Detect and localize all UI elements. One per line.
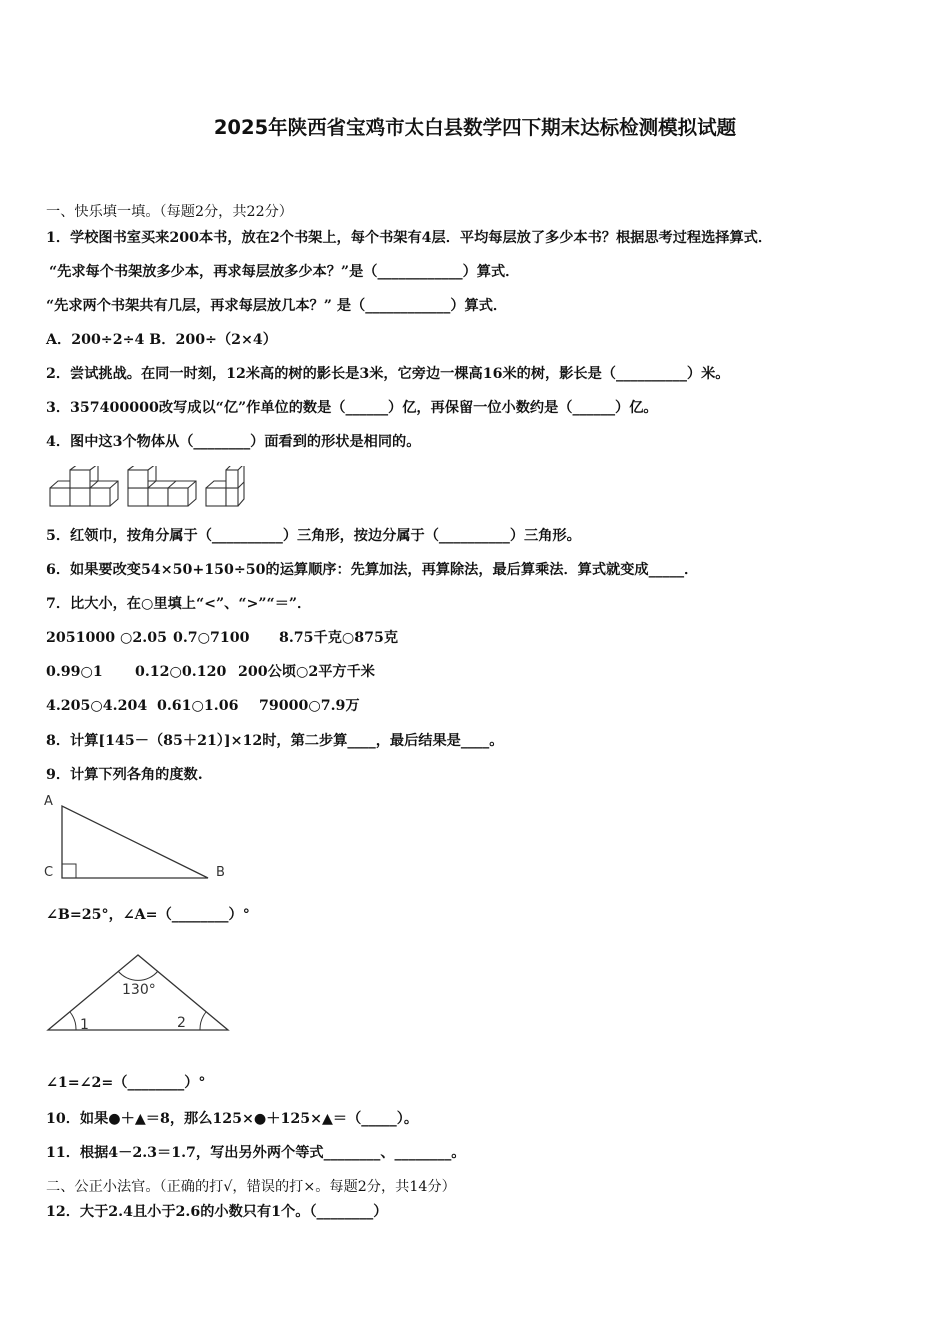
question-5: 5．红领巾，按角分属于（__________）三角形，按边分属于（__________）三角形。 <box>46 528 581 544</box>
question-12: 12．大于2.4且小于2.6的小数只有1个。（________） <box>46 1204 388 1220</box>
cube-object-1 <box>50 466 118 506</box>
angle-2-label: 2 <box>177 1015 186 1031</box>
top-angle-label: 130° <box>122 982 156 998</box>
question-1-options: A．200÷2÷4 B．200÷（2×4） <box>46 332 277 348</box>
top-angle-arc <box>118 971 158 980</box>
question-3: 3．357400000改写成以“亿”作单位的数是（______）亿，再保留一位小数约是（______）亿。 <box>46 400 658 416</box>
compare-row-1-a: 2051000 ○2.05 <box>46 630 167 646</box>
page-title: 2025年陕西省宝鸡市太白县数学四下期末达标检测模拟试题 <box>213 116 737 139</box>
compare-row-1-b: 0.7○7100 <box>173 630 250 646</box>
question-8: 8．计算[145－（85＋21）]×12时，第二步算____，最后结果是____。 <box>46 733 504 749</box>
cube-objects-figure <box>46 466 256 512</box>
cube-object-2 <box>128 466 196 506</box>
question-6: 6．如果要改变54×50+150÷50的运算顺序：先算加法，再算除法，最后算乘法．算式就变成_____． <box>46 562 699 578</box>
vertex-label-c: C <box>44 865 54 880</box>
question-2: 2．尝试挑战。在同一时刻，12米高的树的影长是3米，它旁边一棵高16米的树，影长是（__________）米。 <box>46 366 730 382</box>
vertex-label-b: B <box>216 865 225 880</box>
question-10: 10．如果●＋▲＝8，那么125×●＋125×▲＝（_____）。 <box>46 1111 419 1127</box>
right-triangle-figure <box>40 790 240 885</box>
question-1-stem: 1．学校图书室买来200本书，放在2个书架上，每个书架有4层．平均每层放了多少本书？根据思考过程选择算式． <box>46 230 773 246</box>
question-7-stem: 7．比大小，在○里填上“<”、“>”“＝”． <box>46 596 312 612</box>
compare-row-2-c: 200公顷○2平方千米 <box>238 664 375 680</box>
question-9-answer-2: ∠1=∠2=（________）° <box>46 1075 206 1091</box>
vertex-label-a: A <box>44 794 53 809</box>
question-1-line-3: “先求两个书架共有几层，再求每层放几本？” 是（____________）算式． <box>46 298 508 314</box>
section-heading-2: 二、公正小法官。（正确的打√，错误的打×。每题2分，共14分） <box>46 1179 456 1195</box>
obtuse-triangle-figure <box>44 950 234 1034</box>
compare-row-2-b: 0.12○0.120 <box>135 664 227 680</box>
compare-row-3-a: 4.205○4.204 <box>46 698 148 714</box>
compare-row-3-c: 79000○7.9万 <box>259 698 360 714</box>
question-9-stem: 9．计算下列各角的度数. <box>46 767 203 783</box>
question-1-line-2: “先求每个书架放多少本，再求每层放多少本？”是（____________）算式． <box>49 264 520 280</box>
cube-object-3 <box>206 466 244 506</box>
angle-1-arc <box>70 1012 76 1030</box>
section-heading-1: 一、快乐填一填。（每题2分，共22分） <box>46 204 293 220</box>
compare-row-3-b: 0.61○1.06 <box>157 698 239 714</box>
question-11: 11．根据4－2.3＝1.7，写出另外两个等式________、________。 <box>46 1145 466 1161</box>
compare-row-2-a: 0.99○1 <box>46 664 103 680</box>
right-angle-mark <box>62 864 76 878</box>
compare-row-1-c: 8.75千克○875克 <box>279 630 399 646</box>
right-triangle <box>62 806 208 878</box>
angle-1-label: 1 <box>80 1017 89 1033</box>
question-9-answer-1: ∠B=25°，∠A=（________）° <box>46 907 250 923</box>
question-4: 4．图中这3个物体从（________）面看到的形状是相同的。 <box>46 434 421 450</box>
angle-2-arc <box>200 1012 206 1030</box>
